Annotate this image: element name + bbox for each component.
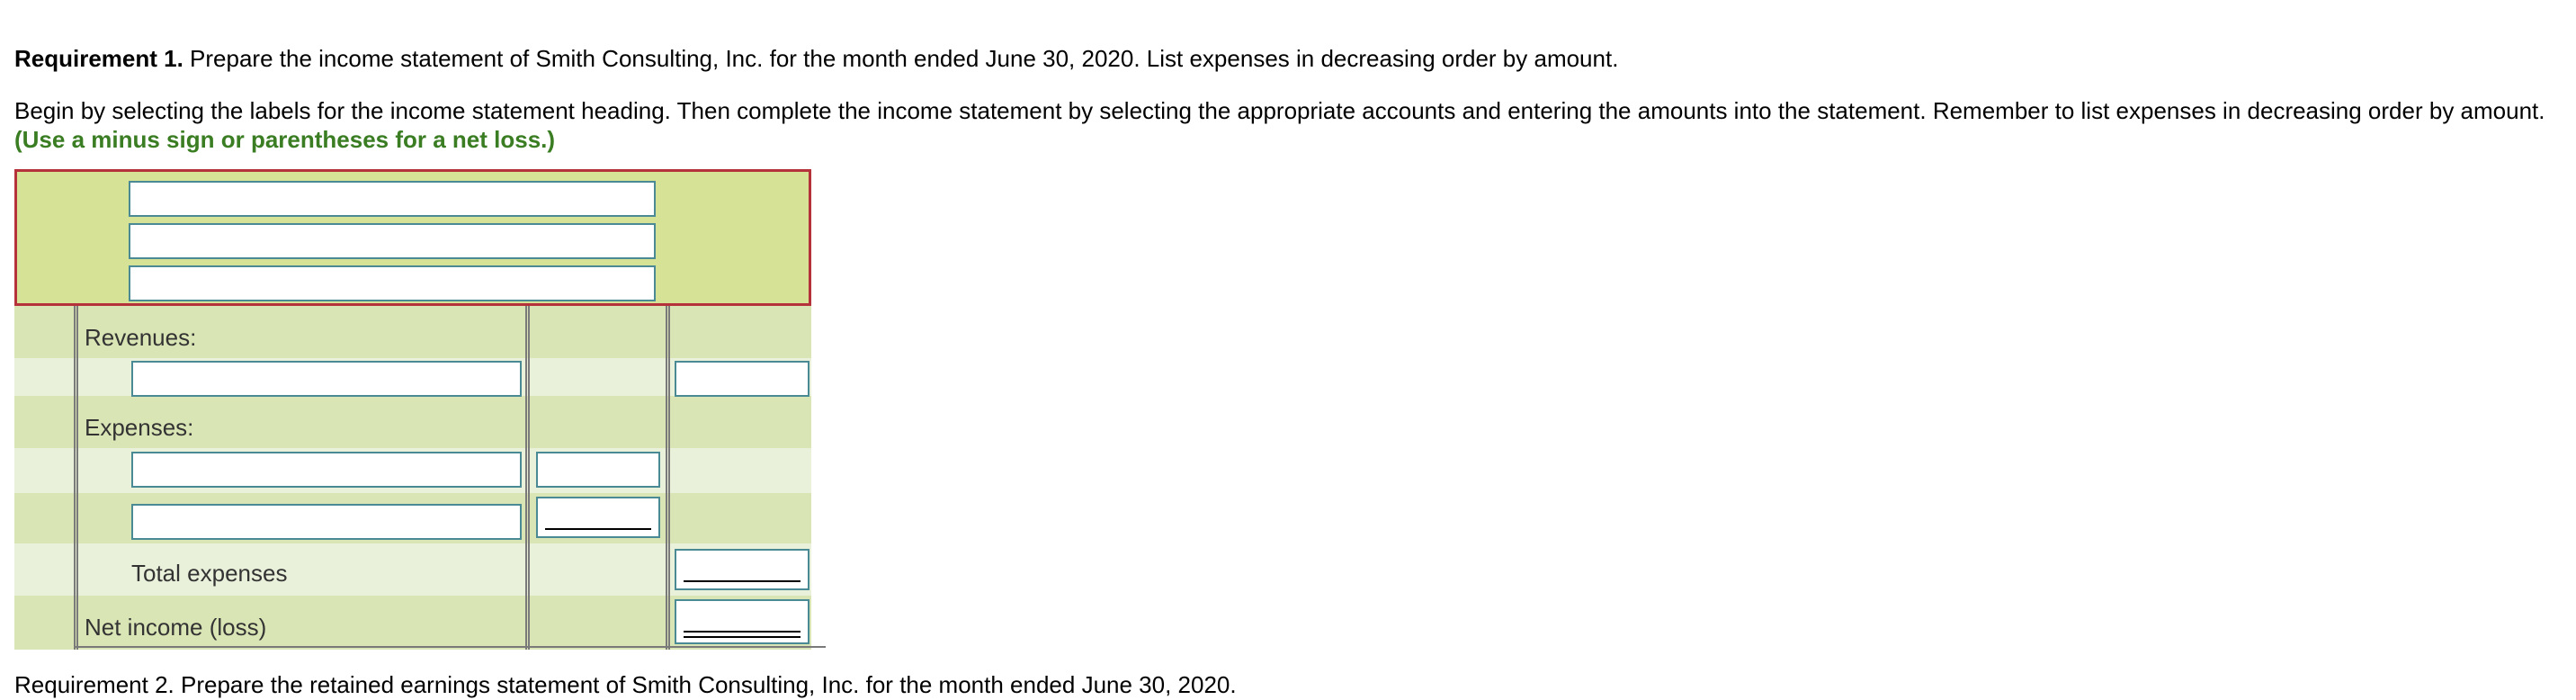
expenses-label: Expenses:: [85, 414, 194, 441]
revenue-amount-input[interactable]: [675, 361, 809, 397]
column-divider-right: [666, 306, 670, 650]
expense-2-amount-input[interactable]: [536, 497, 660, 538]
requirement-2-text: Requirement 2. Prepare the retained earnings statement of Smith Consulting, Inc. for the month ended June 30, 2020.: [14, 671, 1237, 698]
instructions-text: Begin by selecting the labels for the income statement heading. Then complete the income statement by selecting the appropriate accounts and entering the amounts into the statement. Remember to list expenses in decreasing order by amount.: [14, 97, 2545, 124]
requirement-1-body: Prepare the income statement of Smith Consulting, Inc. for the month ended June 30, 2020. List expenses in decreasing order by amount.: [183, 45, 1619, 72]
expense-2-account-select[interactable]: [131, 504, 522, 540]
revenues-label: Revenues:: [85, 324, 197, 351]
requirement-1-text: [14, 43, 1618, 74]
column-divider-left: [74, 306, 78, 650]
total-expenses-label: Total expenses: [131, 560, 288, 587]
net-income-amount-input[interactable]: [675, 599, 809, 644]
total-expenses-amount-input[interactable]: [675, 549, 809, 590]
revenue-account-select[interactable]: [131, 361, 522, 397]
heading-period-select[interactable]: [129, 265, 656, 301]
requirement-1-label: Requirement 1.: [14, 45, 183, 72]
column-divider-middle: [525, 306, 530, 650]
heading-statement-title-select[interactable]: [129, 223, 656, 259]
heading-company-name-select[interactable]: [129, 181, 656, 217]
expense-1-amount-input[interactable]: [536, 452, 660, 488]
expense-1-account-select[interactable]: [131, 452, 522, 488]
statement-bottom-border: [76, 646, 826, 650]
net-income-label: Net income (loss): [85, 614, 267, 641]
statement-heading-section: [14, 169, 811, 306]
net-loss-hint: (Use a minus sign or parentheses for a net loss.): [14, 126, 556, 153]
income-statement-body: [14, 306, 811, 650]
